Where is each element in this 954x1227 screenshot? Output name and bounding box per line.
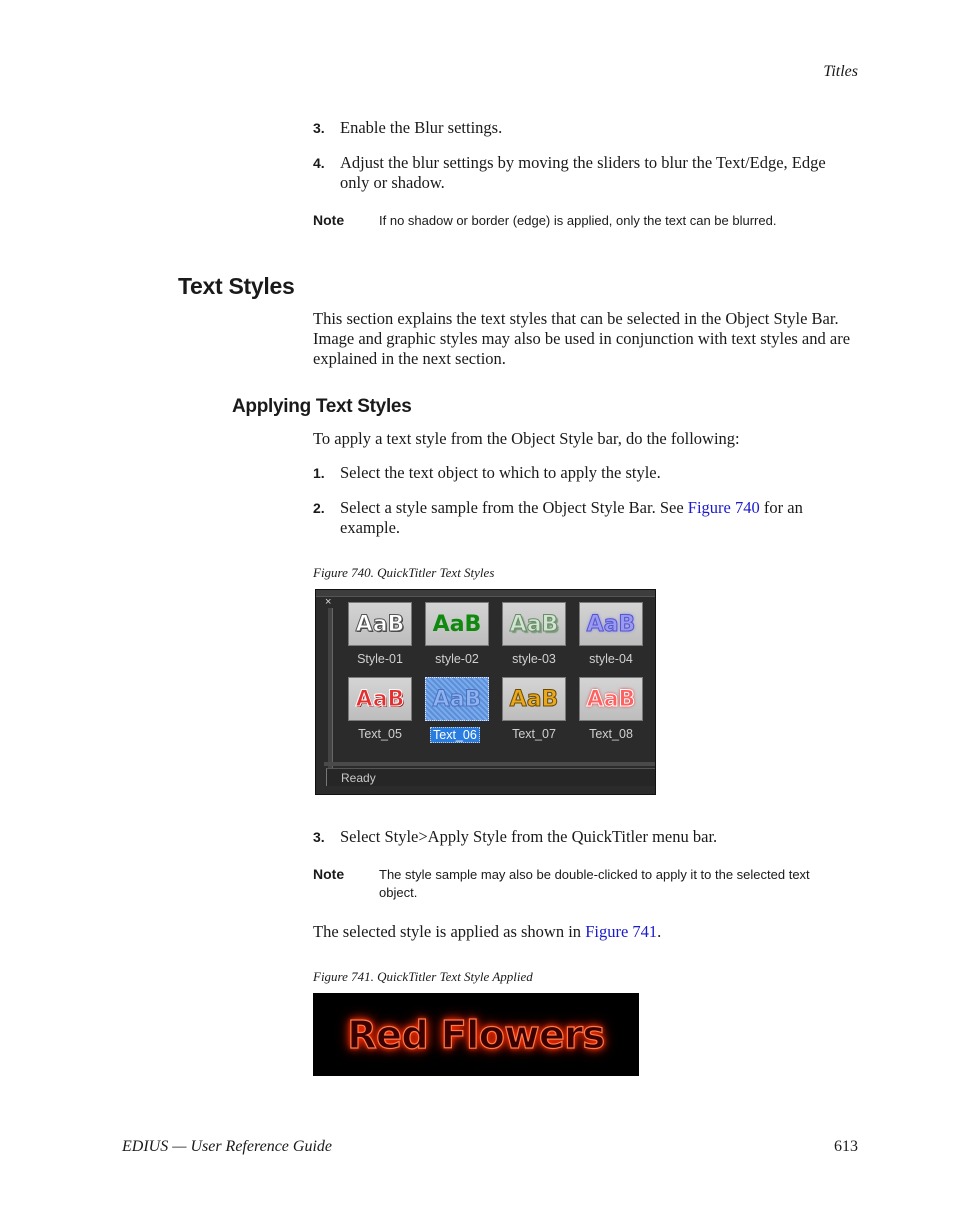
style-swatch: AaB (579, 677, 643, 721)
note-double-click (313, 866, 858, 902)
style-swatch: AaB (502, 602, 566, 646)
note-label: Note (313, 212, 345, 228)
status-bar: Ready (326, 768, 655, 786)
step-3-apply-style (313, 827, 858, 847)
applied-pre: The selected style is applied as shown in (313, 922, 586, 941)
step-text: Select Style>Apply Style from the QuickTitler menu bar. (340, 827, 718, 846)
style-swatch: AaB (348, 602, 412, 646)
style-cell-08[interactable] (575, 677, 645, 747)
running-header: Titles (823, 63, 858, 80)
style-swatch: AaB (502, 677, 566, 721)
panel-top-strip (316, 590, 655, 597)
note-label: Note (313, 866, 345, 882)
style-label: Style-01 (357, 652, 403, 666)
styled-text-preview (313, 993, 639, 1076)
horizontal-scrollbar[interactable] (324, 762, 655, 766)
style-label: style-03 (512, 652, 556, 666)
style-swatch: AaB (425, 602, 489, 646)
step-number: 4. (313, 155, 325, 171)
style-swatch: AaB (348, 677, 412, 721)
style-grid (344, 602, 654, 750)
style-label: Text_06 (430, 727, 480, 743)
style-label: style-02 (435, 652, 479, 666)
style-cell-01[interactable] (344, 602, 414, 672)
section-title: Text Styles (178, 273, 295, 299)
step-number: 3. (313, 829, 325, 845)
step-text: Adjust the blur settings by moving the sliders to blur the Text/Edge, Edge only or shadow. (340, 153, 826, 192)
style-label: Text_08 (589, 727, 633, 741)
style-cell-04[interactable] (575, 602, 645, 672)
close-icon[interactable]: × (325, 596, 332, 608)
step-text-pre: Select a style sample from the Object Style Bar. See (340, 498, 688, 517)
step-text-post: for an example. (340, 498, 803, 537)
figure-741-link[interactable]: Figure 741 (585, 922, 658, 941)
figure-740-link[interactable]: Figure 740 (687, 498, 760, 517)
step-4-blur (313, 153, 858, 193)
step-number: 1. (313, 465, 325, 481)
applied-paragraph (313, 922, 858, 942)
step-text: Enable the Blur settings. (340, 118, 503, 137)
section-intro: This section explains the text styles that can be selected in the Object Style Bar. Image and graphic styles may also be used in conjunction with text styles and are explained in the next section. (313, 309, 851, 368)
object-style-bar (315, 589, 656, 795)
note-blur (313, 212, 858, 232)
note-text: If no shadow or border (edge) is applied, only the text can be blurred. (379, 213, 777, 228)
step-2-select-style (313, 498, 858, 538)
subsection-intro: To apply a text style from the Object Style bar, do the following: (313, 429, 740, 448)
style-cell-06-selected[interactable] (421, 677, 491, 747)
style-label: Text_05 (358, 727, 402, 741)
step-text (340, 498, 858, 538)
style-label: Text_07 (512, 727, 556, 741)
applied-post: . (657, 922, 662, 941)
footer-title: EDIUS — User Reference Guide (122, 1138, 333, 1155)
figure-741-caption: Figure 741. QuickTitler Text Style Applied (313, 969, 533, 984)
style-cell-02[interactable] (421, 602, 491, 672)
step-text: Select the text object to which to apply the style. (340, 463, 661, 482)
step-1-select-object (313, 463, 858, 483)
step-3-blur (313, 118, 858, 138)
figure-740-caption: Figure 740. QuickTitler Text Styles (313, 565, 495, 580)
red-flowers-text: Red Flowers (347, 1012, 605, 1057)
style-swatch: AaB (579, 602, 643, 646)
style-swatch: AaB (425, 677, 489, 721)
style-label: style-04 (589, 652, 633, 666)
step-number: 2. (313, 500, 325, 516)
subsection-title: Applying Text Styles (232, 396, 412, 417)
style-cell-05[interactable] (344, 677, 414, 747)
style-cell-07[interactable] (498, 677, 568, 747)
step-number: 3. (313, 120, 325, 136)
page-number: 613 (834, 1138, 858, 1155)
panel-drag-handle[interactable] (328, 608, 333, 768)
style-cell-03[interactable] (498, 602, 568, 672)
note-text: The style sample may also be double-clicked to apply it to the selected text object. (379, 867, 810, 900)
